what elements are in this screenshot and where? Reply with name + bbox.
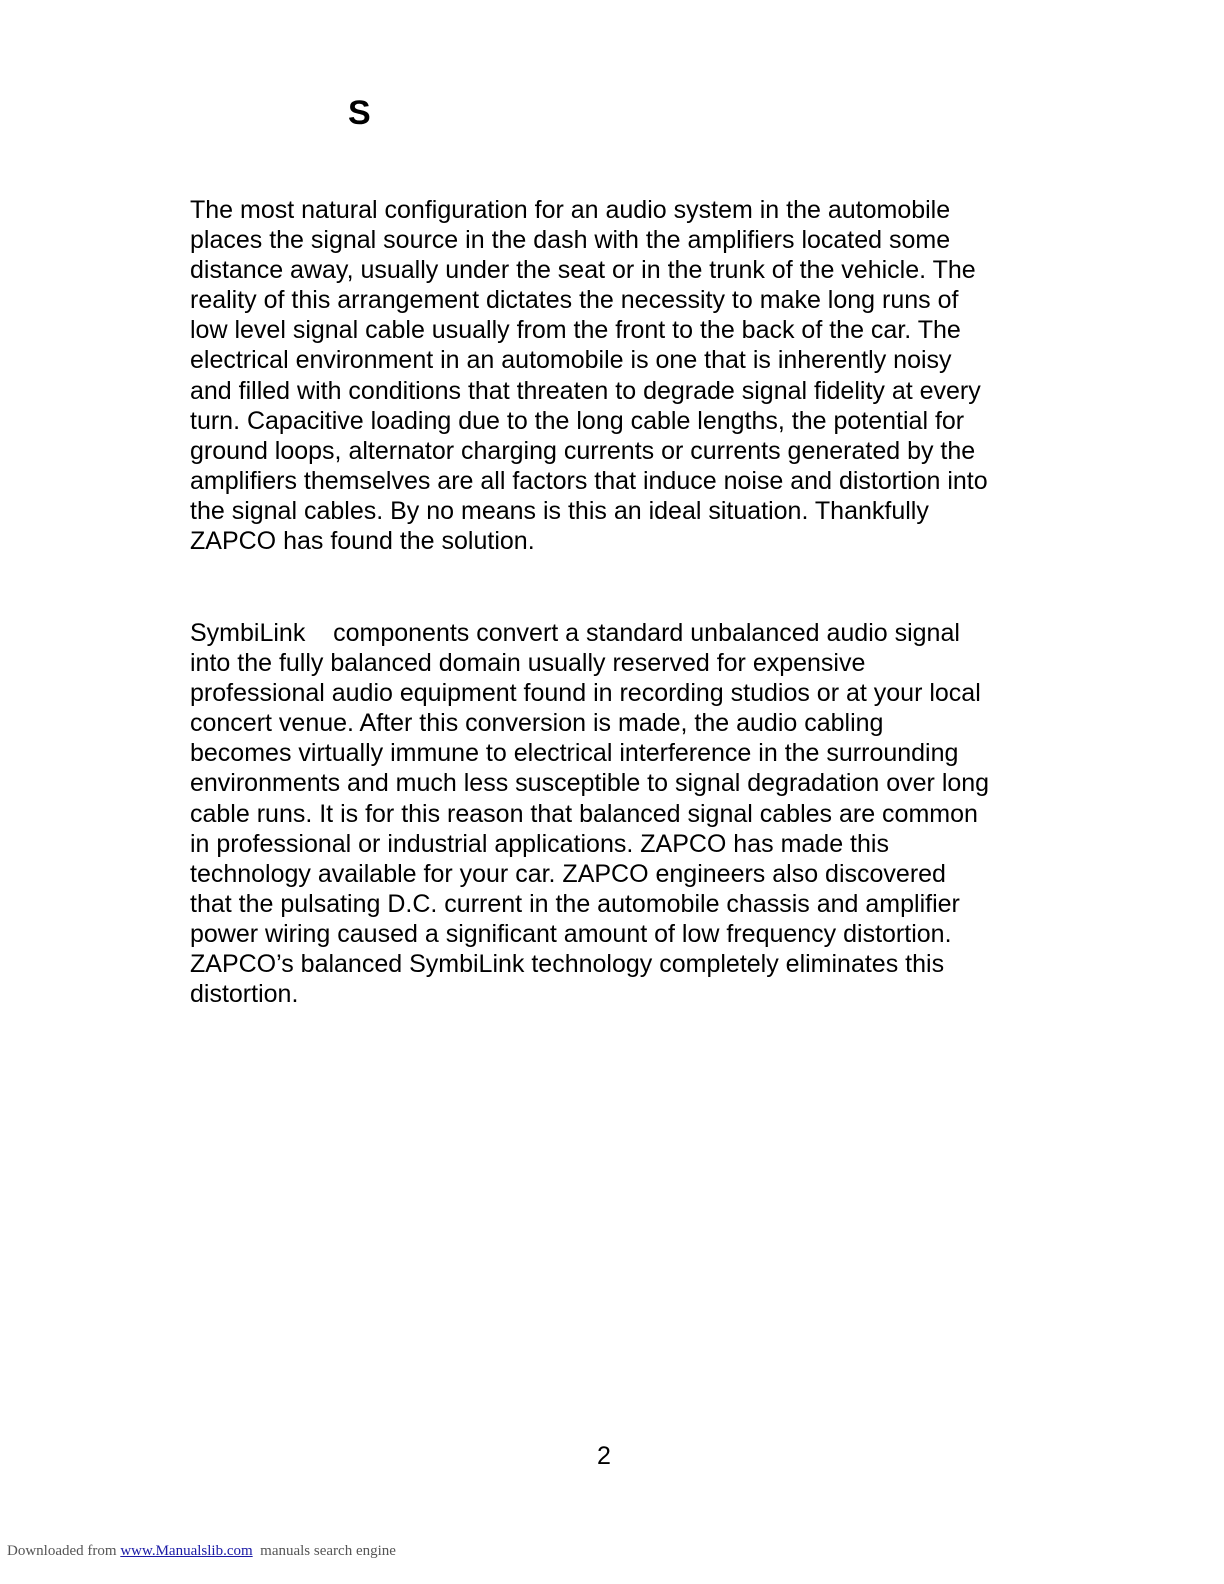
footer-download-note (7, 1541, 396, 1561)
text-line: concert venue. After this conversion is made, the audio cabling (190, 709, 884, 738)
text-line: electrical environment in an automobile is one that is inherently noisy (190, 346, 952, 375)
text-line: and filled with conditions that threaten to degrade signal fidelity at every (190, 376, 981, 405)
text-line: ground loops, alternator charging currents or currents generated by the (190, 436, 976, 465)
paragraph-introduction (190, 195, 1020, 556)
text-line: places the signal source in the dash with the amplifiers located some (190, 226, 951, 255)
footer-suffix: manuals search engine (260, 1543, 396, 1559)
footer-prefix: Downloaded from (7, 1543, 117, 1559)
text-line: low level signal cable usually from the front to the back of the car. The (190, 316, 961, 345)
text-line: into the fully balanced domain usually reserved for expensive (190, 649, 866, 678)
text-line: distance away, usually under the seat or in the trunk of the vehicle. The (190, 256, 976, 285)
text-line: SymbiLink components convert a standard unbalanced audio signal (190, 619, 960, 647)
section-heading: S (348, 94, 371, 132)
text-line: becomes virtually immune to electrical interference in the surrounding (190, 739, 959, 768)
text-line: distortion. (190, 980, 299, 1009)
text-line: amplifiers themselves are all factors that induce noise and distortion into (190, 466, 988, 495)
text-line: The most natural configuration for an audio system in the automobile (190, 196, 951, 224)
text-line: ZAPCO has found the solution. (190, 527, 535, 556)
paragraph-symbilink (190, 618, 1020, 1009)
text-line: environments and much less susceptible to signal degradation over long (190, 769, 990, 798)
text-line: in professional or industrial applications. ZAPCO has made this (190, 829, 889, 858)
text-line: cable runs. It is for this reason that balanced signal cables are common (190, 799, 978, 828)
text-line: turn. Capacitive loading due to the long cable lengths, the potential for (190, 406, 965, 435)
text-line: ZAPCO’s balanced SymbiLink technology completely eliminates this (190, 950, 945, 979)
page-number: 2 (597, 1442, 611, 1470)
text-line: technology available for your car. ZAPCO engineers also discovered (190, 859, 946, 888)
text-line: power wiring caused a significant amount of low frequency distortion. (190, 919, 952, 948)
text-line: that the pulsating D.C. current in the automobile chassis and amplifier (190, 889, 960, 918)
text-line: reality of this arrangement dictates the necessity to make long runs of (190, 286, 959, 315)
text-line: the signal cables. By no means is this an ideal situation. Thankfully (190, 496, 929, 525)
text-line: professional audio equipment found in recording studios or at your local (190, 679, 981, 708)
manualslib-link[interactable]: www.Manualslib.com (120, 1543, 253, 1559)
